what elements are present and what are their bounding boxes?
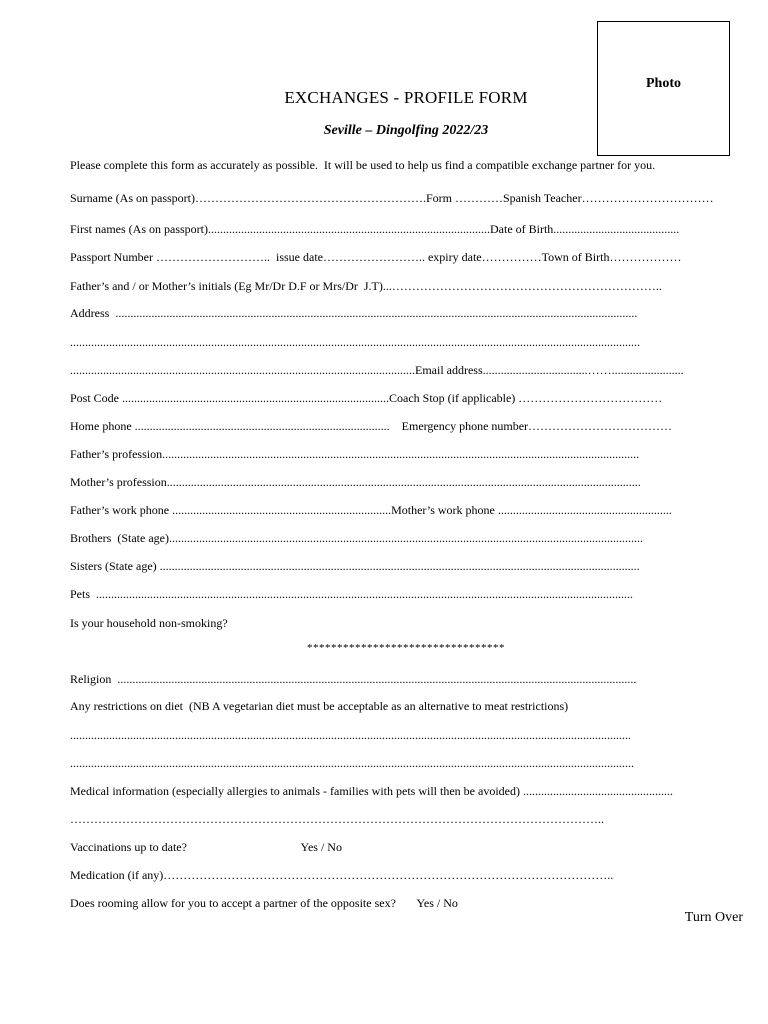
vaccinations-question: Vaccinations up to date? Yes / No xyxy=(70,840,342,854)
diet-line-2: ............................................................................................................................................................................................ xyxy=(70,756,634,770)
photo-label: Photo xyxy=(646,76,681,91)
separator: ********************************* xyxy=(307,642,505,654)
pets-line: Pets ................................................................................................................................................................................... xyxy=(70,587,634,601)
address-line-1: Address .............................................................................................................................................................................. xyxy=(70,306,638,320)
religion-line: Religion ............................................................................................................................................................................. xyxy=(70,672,637,686)
diet-line-1: ........................................................................................................................................................................................... xyxy=(70,728,631,742)
phone-line: Home phone ..................................................................................... Emergency phone number……………………………… xyxy=(70,419,673,433)
address-email-line: ...................................................................................................................Email address...................................……........................ xyxy=(70,363,684,377)
medical-info-line: Medical information (especially allergies to animals - families with pets will then be avoided) .................................................. xyxy=(70,784,673,798)
instructions-text: Please complete this form as accurately as possible. It will be used to help us find a compatible exchange partner for you. xyxy=(70,158,656,172)
address-line-2: .............................................................................................................................................................................................. xyxy=(70,335,640,349)
passport-line: Passport Number ……………………….. issue date…………………….. expiry date……………Town of Birth……………… xyxy=(70,250,682,264)
work-phone-line: Father’s work phone .........................................................................Mother’s work phone .......................................................... xyxy=(70,503,672,517)
postcode-coach-stop-line: Post Code .........................................................................................Coach Stop (if applicable) ……………………………… xyxy=(70,391,663,405)
non-smoking-question: Is your household non-smoking? xyxy=(70,616,228,630)
form-title: EXCHANGES - PROFILE FORM xyxy=(284,88,528,107)
medication-line: Medication (if any)………………………………………………………………………………………………….. xyxy=(70,868,614,882)
form-subtitle: Seville – Dingolfing 2022/23 xyxy=(323,123,489,138)
surname-form-teacher-line: Surname (As on passport)………………………………………………….Form …………Spanish Teacher…………………………… xyxy=(70,191,714,205)
brothers-line: Brothers (State age).............................................................................................................................................................. xyxy=(70,531,643,545)
turn-over-note: Turn Over xyxy=(684,910,743,925)
mother-profession-line: Mother’s profession.............................................................................................................................................................. xyxy=(70,475,641,489)
parents-initials-line: Father’s and / or Mother’s initials (Eg Mr/Dr D.F or Mrs/Dr J.T)...………………………………………………………….. xyxy=(70,279,662,293)
medical-info-line-2: …………………………………………………………………………………………………………………….. xyxy=(70,812,604,826)
rooming-question: Does rooming allow for you to accept a partner of the opposite sex? Yes / No xyxy=(70,896,458,910)
sisters-line: Sisters (State age) ................................................................................................................................................................ xyxy=(70,559,640,573)
father-profession-line: Father’s profession............................................................................................................................................................... xyxy=(70,447,640,461)
diet-restrictions-question: Any restrictions on diet (NB A vegetarian diet must be acceptable as an alternative to meat restrictions) xyxy=(70,699,569,713)
first-names-dob-line: First names (As on passport)..............................................................................................Date of Birth.......................................... xyxy=(70,222,680,236)
